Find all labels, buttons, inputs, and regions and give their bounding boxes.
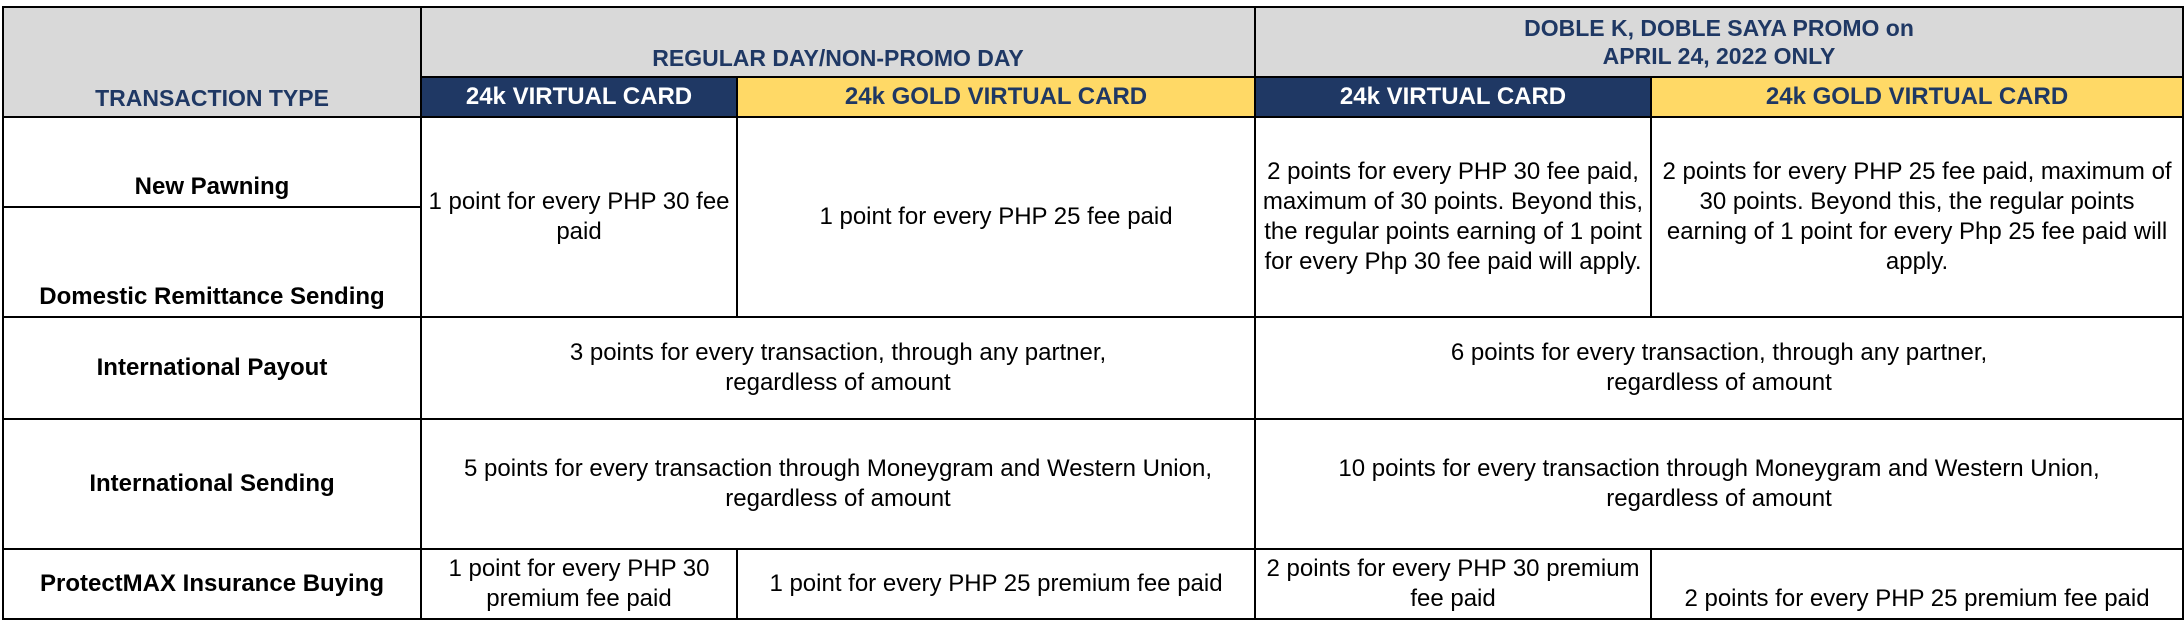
regular-gold-card-text: 24k GOLD VIRTUAL CARD (844, 83, 1148, 110)
cell-protectmax-regular-gold-text: 1 point for every PHP 25 premium fee paid (769, 570, 1223, 597)
row-label-international-sending-text: International Sending (89, 470, 335, 497)
row-label-international-sending (3, 419, 421, 549)
cell-protectmax-promo-virtual (1255, 549, 1651, 619)
cell-pawning-regular-gold-text: 1 point for every PHP 25 fee paid (819, 203, 1173, 230)
cell-pawning-regular-gold (737, 117, 1255, 317)
cell-protectmax-regular-virtual-text: 1 point for every PHP 30 premium fee paid (448, 555, 710, 612)
cell-payout-regular-line1: 3 points for every transaction, through any partner, (569, 339, 1107, 366)
row-label-domestic-remittance-text: Domestic Remittance Sending (39, 283, 385, 310)
cell-sending-promo-line1: 10 points for every transaction through Moneygram and Western Union, (1338, 455, 2100, 482)
promo-group-line1: DOBLE K, DOBLE SAYA PROMO on (1524, 15, 1914, 41)
cell-sending-promo (1255, 419, 2183, 549)
cell-payout-regular (421, 317, 1255, 419)
cell-pawning-promo-gold-text: 2 points for every PHP 25 fee paid, maximum of 30 points. Beyond this, the regular points earning of 1 point for every Php 25 fee paid will apply. (1662, 158, 2172, 275)
cell-protectmax-regular-gold (737, 549, 1255, 619)
table-row-new-pawning (3, 117, 2183, 207)
table-row-protectmax (3, 549, 2183, 619)
cell-protectmax-promo-virtual-text: 2 points for every PHP 30 premium fee paid (1266, 555, 1640, 612)
table-row-international-sending (3, 419, 2183, 549)
cell-sending-regular-line1: 5 points for every transaction through Moneygram and Western Union, (464, 455, 1212, 482)
promo-gold-card-text: 24k GOLD VIRTUAL CARD (1765, 83, 2069, 110)
cell-pawning-regular-virtual (421, 117, 737, 317)
transaction-type-header-text: TRANSACTION TYPE (95, 85, 329, 111)
cell-protectmax-promo-gold (1651, 549, 2183, 619)
cell-protectmax-regular-virtual (421, 549, 737, 619)
rewards-points-table-wrapper (2, 6, 2184, 620)
cell-pawning-promo-virtual (1255, 117, 1651, 317)
cell-sending-promo-line2: regardless of amount (1606, 485, 1832, 512)
regular-day-group-header (421, 7, 1255, 77)
row-label-domestic-remittance (3, 207, 421, 317)
regular-virtual-card-header (421, 77, 737, 117)
header-group-row (3, 7, 2183, 77)
cell-payout-promo (1255, 317, 2183, 419)
row-label-protectmax-text: ProtectMAX Insurance Buying (39, 570, 385, 597)
regular-virtual-card-text: 24k VIRTUAL CARD (465, 83, 693, 110)
row-label-new-pawning-text: New Pawning (134, 173, 290, 200)
cell-payout-promo-line1: 6 points for every transaction, through any partner, (1450, 339, 1988, 366)
regular-day-group-text: REGULAR DAY/NON-PROMO DAY (652, 45, 1024, 71)
table-row-international-payout (3, 317, 2183, 419)
promo-virtual-card-header (1255, 77, 1651, 117)
rewards-points-table (2, 6, 2184, 620)
promo-group-line2: APRIL 24, 2022 ONLY (1602, 43, 1836, 69)
cell-pawning-regular-virtual-text: 1 point for every PHP 30 fee paid (428, 188, 730, 245)
cell-pawning-promo-virtual-text: 2 points for every PHP 30 fee paid, maximum of 30 points. Beyond this, the regular points earning of 1 point for every Php 30 fee paid will apply. (1262, 158, 1644, 275)
cell-payout-promo-line2: regardless of amount (1606, 369, 1832, 396)
row-label-international-payout-text: International Payout (96, 354, 328, 381)
cell-sending-regular-line2: regardless of amount (725, 485, 951, 512)
row-label-new-pawning (3, 117, 421, 207)
row-label-protectmax (3, 549, 421, 619)
promo-virtual-card-text: 24k VIRTUAL CARD (1339, 83, 1567, 110)
cell-pawning-promo-gold (1651, 117, 2183, 317)
promo-gold-card-header (1651, 77, 2183, 117)
regular-gold-card-header (737, 77, 1255, 117)
transaction-type-header (3, 7, 421, 117)
cell-payout-regular-line2: regardless of amount (725, 369, 951, 396)
promo-group-header (1255, 7, 2183, 77)
cell-sending-regular (421, 419, 1255, 549)
row-label-international-payout (3, 317, 421, 419)
cell-protectmax-promo-gold-text: 2 points for every PHP 25 premium fee paid (1684, 585, 2150, 612)
